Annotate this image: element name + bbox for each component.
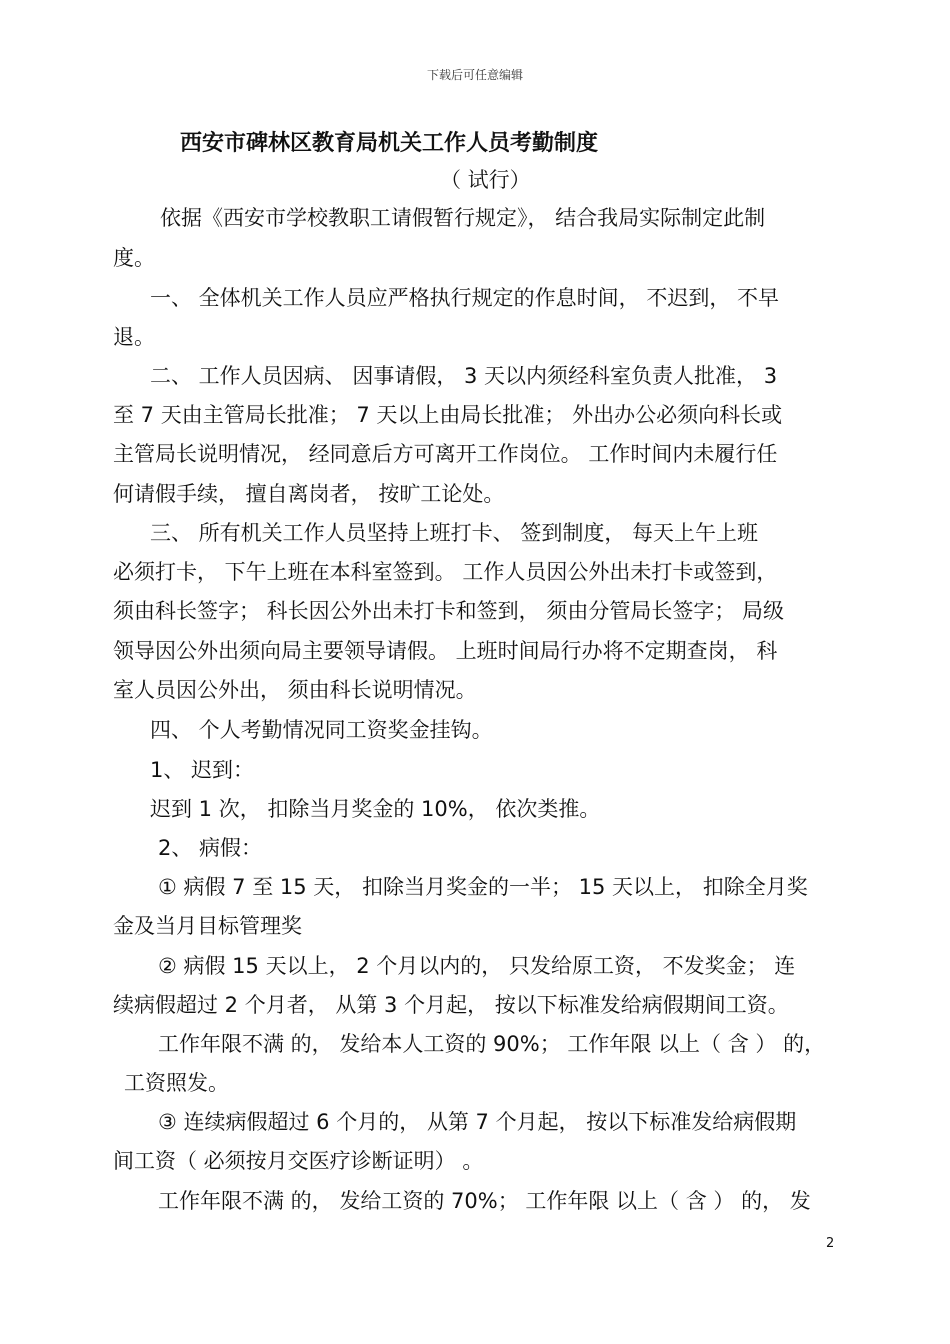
paragraph-line: 间工资（ 必须按月交医疗诊断证明） 。 [113, 1149, 484, 1173]
paragraph-line: ② 病假 15 天以上， 2 个月以内的， 只发给原工资， 不发奖金； 连 [158, 954, 796, 978]
paragraph-line: 度。 [113, 246, 155, 270]
paragraph-line: 退。 [113, 325, 155, 349]
header-note: 下载后可任意编辑 [426, 68, 523, 82]
paragraph-line: 必须打卡， 下午上班在本科室签到。 工作人员因公外出未打卡或签到， [113, 560, 778, 584]
paragraph-line: 工作年限不满 的， 发给工资的 70%； 工作年限 以上（ 含 ） 的， 发 [158, 1189, 811, 1213]
paragraph-line: 依据《西安市学校教职工请假暂行规定》， 结合我局实际制定此制 [160, 206, 766, 230]
paragraph-line: 2、 病假： [158, 836, 263, 860]
document-subtitle: （ 试行） [440, 168, 531, 192]
paragraph-line: 工作年限不满 的， 发给本人工资的 90%； 工作年限 以上（ 含 ） 的， [158, 1032, 826, 1056]
paragraph-line: 四、 个人考勤情况同工资奖金挂钩。 [150, 718, 493, 742]
paragraph-line: 金及当月目标管理奖 [113, 914, 302, 938]
paragraph-line: 主管局长说明情况， 经同意后方可离开工作岗位。 工作时间内未履行任 [113, 442, 778, 466]
paragraph-line: 一、 全体机关工作人员应严格执行规定的作息时间， 不迟到， 不早 [150, 286, 780, 310]
paragraph-line: 至 7 天由主管局长批准； 7 天以上由局长批准； 外出办公必须向科长或 [113, 403, 783, 427]
paragraph-line: ③ 连续病假超过 6 个月的， 从第 7 个月起， 按以下标准发给病假期 [158, 1110, 797, 1134]
paragraph-line: 室人员因公外出， 须由科长说明情况。 [113, 678, 477, 702]
page-number: 2 [826, 1236, 835, 1251]
paragraph-line: 何请假手续， 擅自离岗者， 按旷工论处。 [113, 482, 505, 506]
paragraph-line: 领导因公外出须向局主要领导请假。 上班时间局行办将不定期查岗， 科 [113, 639, 778, 663]
paragraph-line: 须由科长签字； 科长因公外出未打卡和签到， 须由分管局长签字； 局级 [113, 599, 785, 623]
paragraph-line: 1、 迟到： [150, 758, 255, 782]
document-title: 西安市碑林区教育局机关工作人员考勤制度 [180, 131, 599, 156]
paragraph-line: 迟到 1 次， 扣除当月奖金的 10%， 依次类推。 [150, 797, 601, 821]
paragraph-line: 三、 所有机关工作人员坚持上班打卡、 签到制度， 每天上午上班 [150, 521, 759, 545]
paragraph-line: 二、 工作人员因病、 因事请假， 3 天以内须经科室负责人批准， 3 [150, 364, 778, 388]
paragraph-line: 续病假超过 2 个月者， 从第 3 个月起， 按以下标准发给病假期间工资。 [113, 993, 789, 1017]
paragraph-line: 工资照发。 [124, 1071, 229, 1095]
paragraph-line: ① 病假 7 至 15 天， 扣除当月奖金的一半； 15 天以上， 扣除全月奖 [158, 875, 808, 899]
